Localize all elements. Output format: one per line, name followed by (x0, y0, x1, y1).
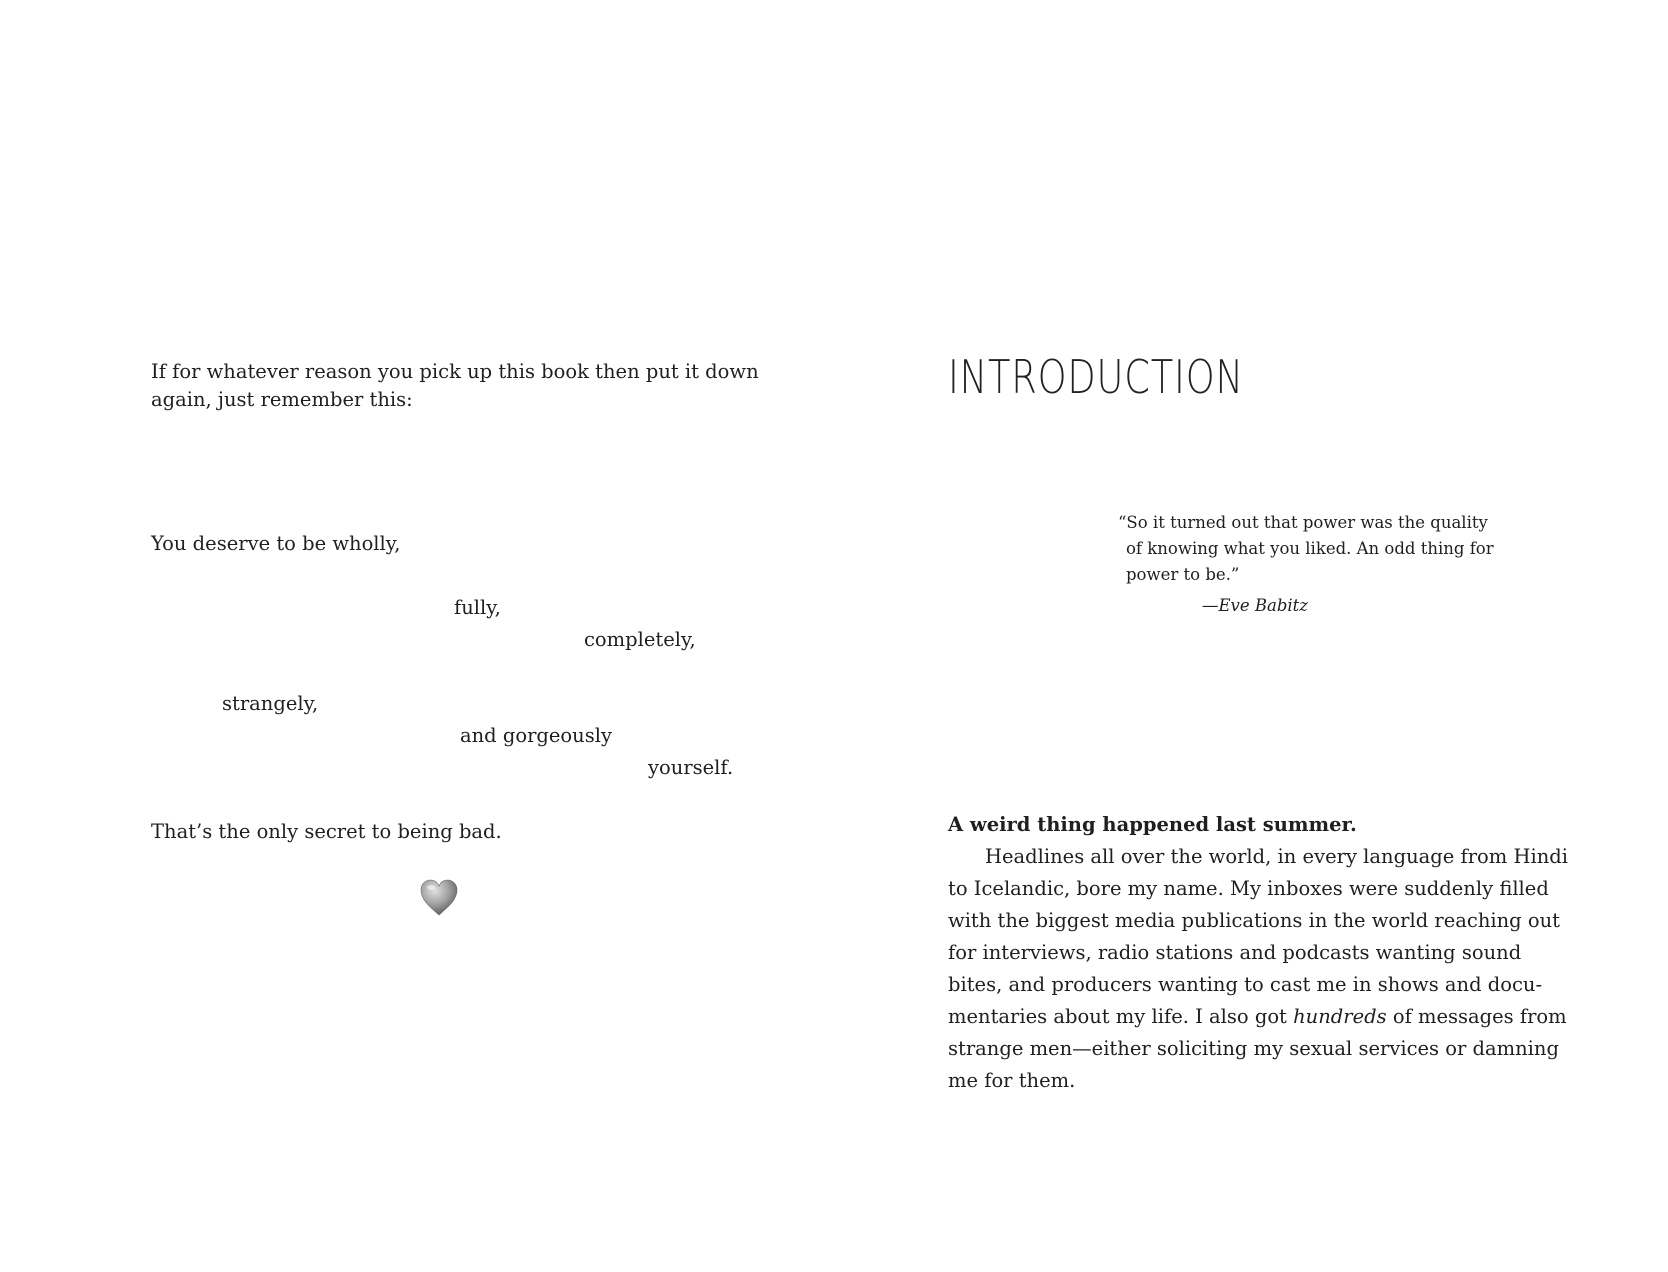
epigraph-attribution: —Eve Babitz (1202, 596, 1309, 615)
body-paragraph (948, 809, 1568, 1097)
intro-line: again, just remember this: (151, 388, 413, 411)
body-line: strange men—either soliciting my sexual services or damning (948, 1037, 1559, 1060)
body-line-part: of messages from (1386, 1005, 1567, 1028)
epigraph (1118, 510, 1494, 588)
heart-icon (418, 877, 460, 919)
body-line-part: mentaries about my life. I also got (948, 1005, 1294, 1028)
emphasis-word: hundreds (1293, 1005, 1387, 1028)
body-line: me for them. (948, 1069, 1076, 1092)
body-line (948, 1001, 1567, 1033)
closing-line: That’s the only secret to being bad. (151, 820, 502, 843)
poem-line-4: strangely, (222, 692, 319, 715)
body-line: for interviews, radio stations and podcasts wanting sound (948, 941, 1522, 964)
poem-line-6: yourself. (648, 756, 734, 779)
body-line: with the biggest media publications in the world reaching out (948, 909, 1560, 932)
epigraph-line: power to be.” (1126, 565, 1240, 584)
poem-line-1: You deserve to be wholly, (151, 532, 401, 555)
poem-line-3: completely, (584, 628, 696, 651)
poem-line-2: fully, (454, 596, 501, 619)
poem-line-5: and gorgeously (460, 724, 612, 747)
intro-line: If for whatever reason you pick up this book then put it down (151, 360, 759, 383)
intro-paragraph (151, 358, 759, 414)
chapter-title: INTRODUCTION (948, 350, 1244, 404)
body-line: bites, and producers wanting to cast me in shows and docu- (948, 973, 1543, 996)
body-line: to Icelandic, bore my name. My inboxes were suddenly filled (948, 877, 1549, 900)
epigraph-line: of knowing what you liked. An odd thing for (1126, 539, 1494, 558)
right-page (834, 0, 1668, 1272)
lead-sentence: A weird thing happened last summer. (948, 813, 1357, 836)
epigraph-line: “So it turned out that power was the quality (1118, 513, 1488, 532)
body-line: Headlines all over the world, in every language from Hindi (985, 845, 1568, 868)
